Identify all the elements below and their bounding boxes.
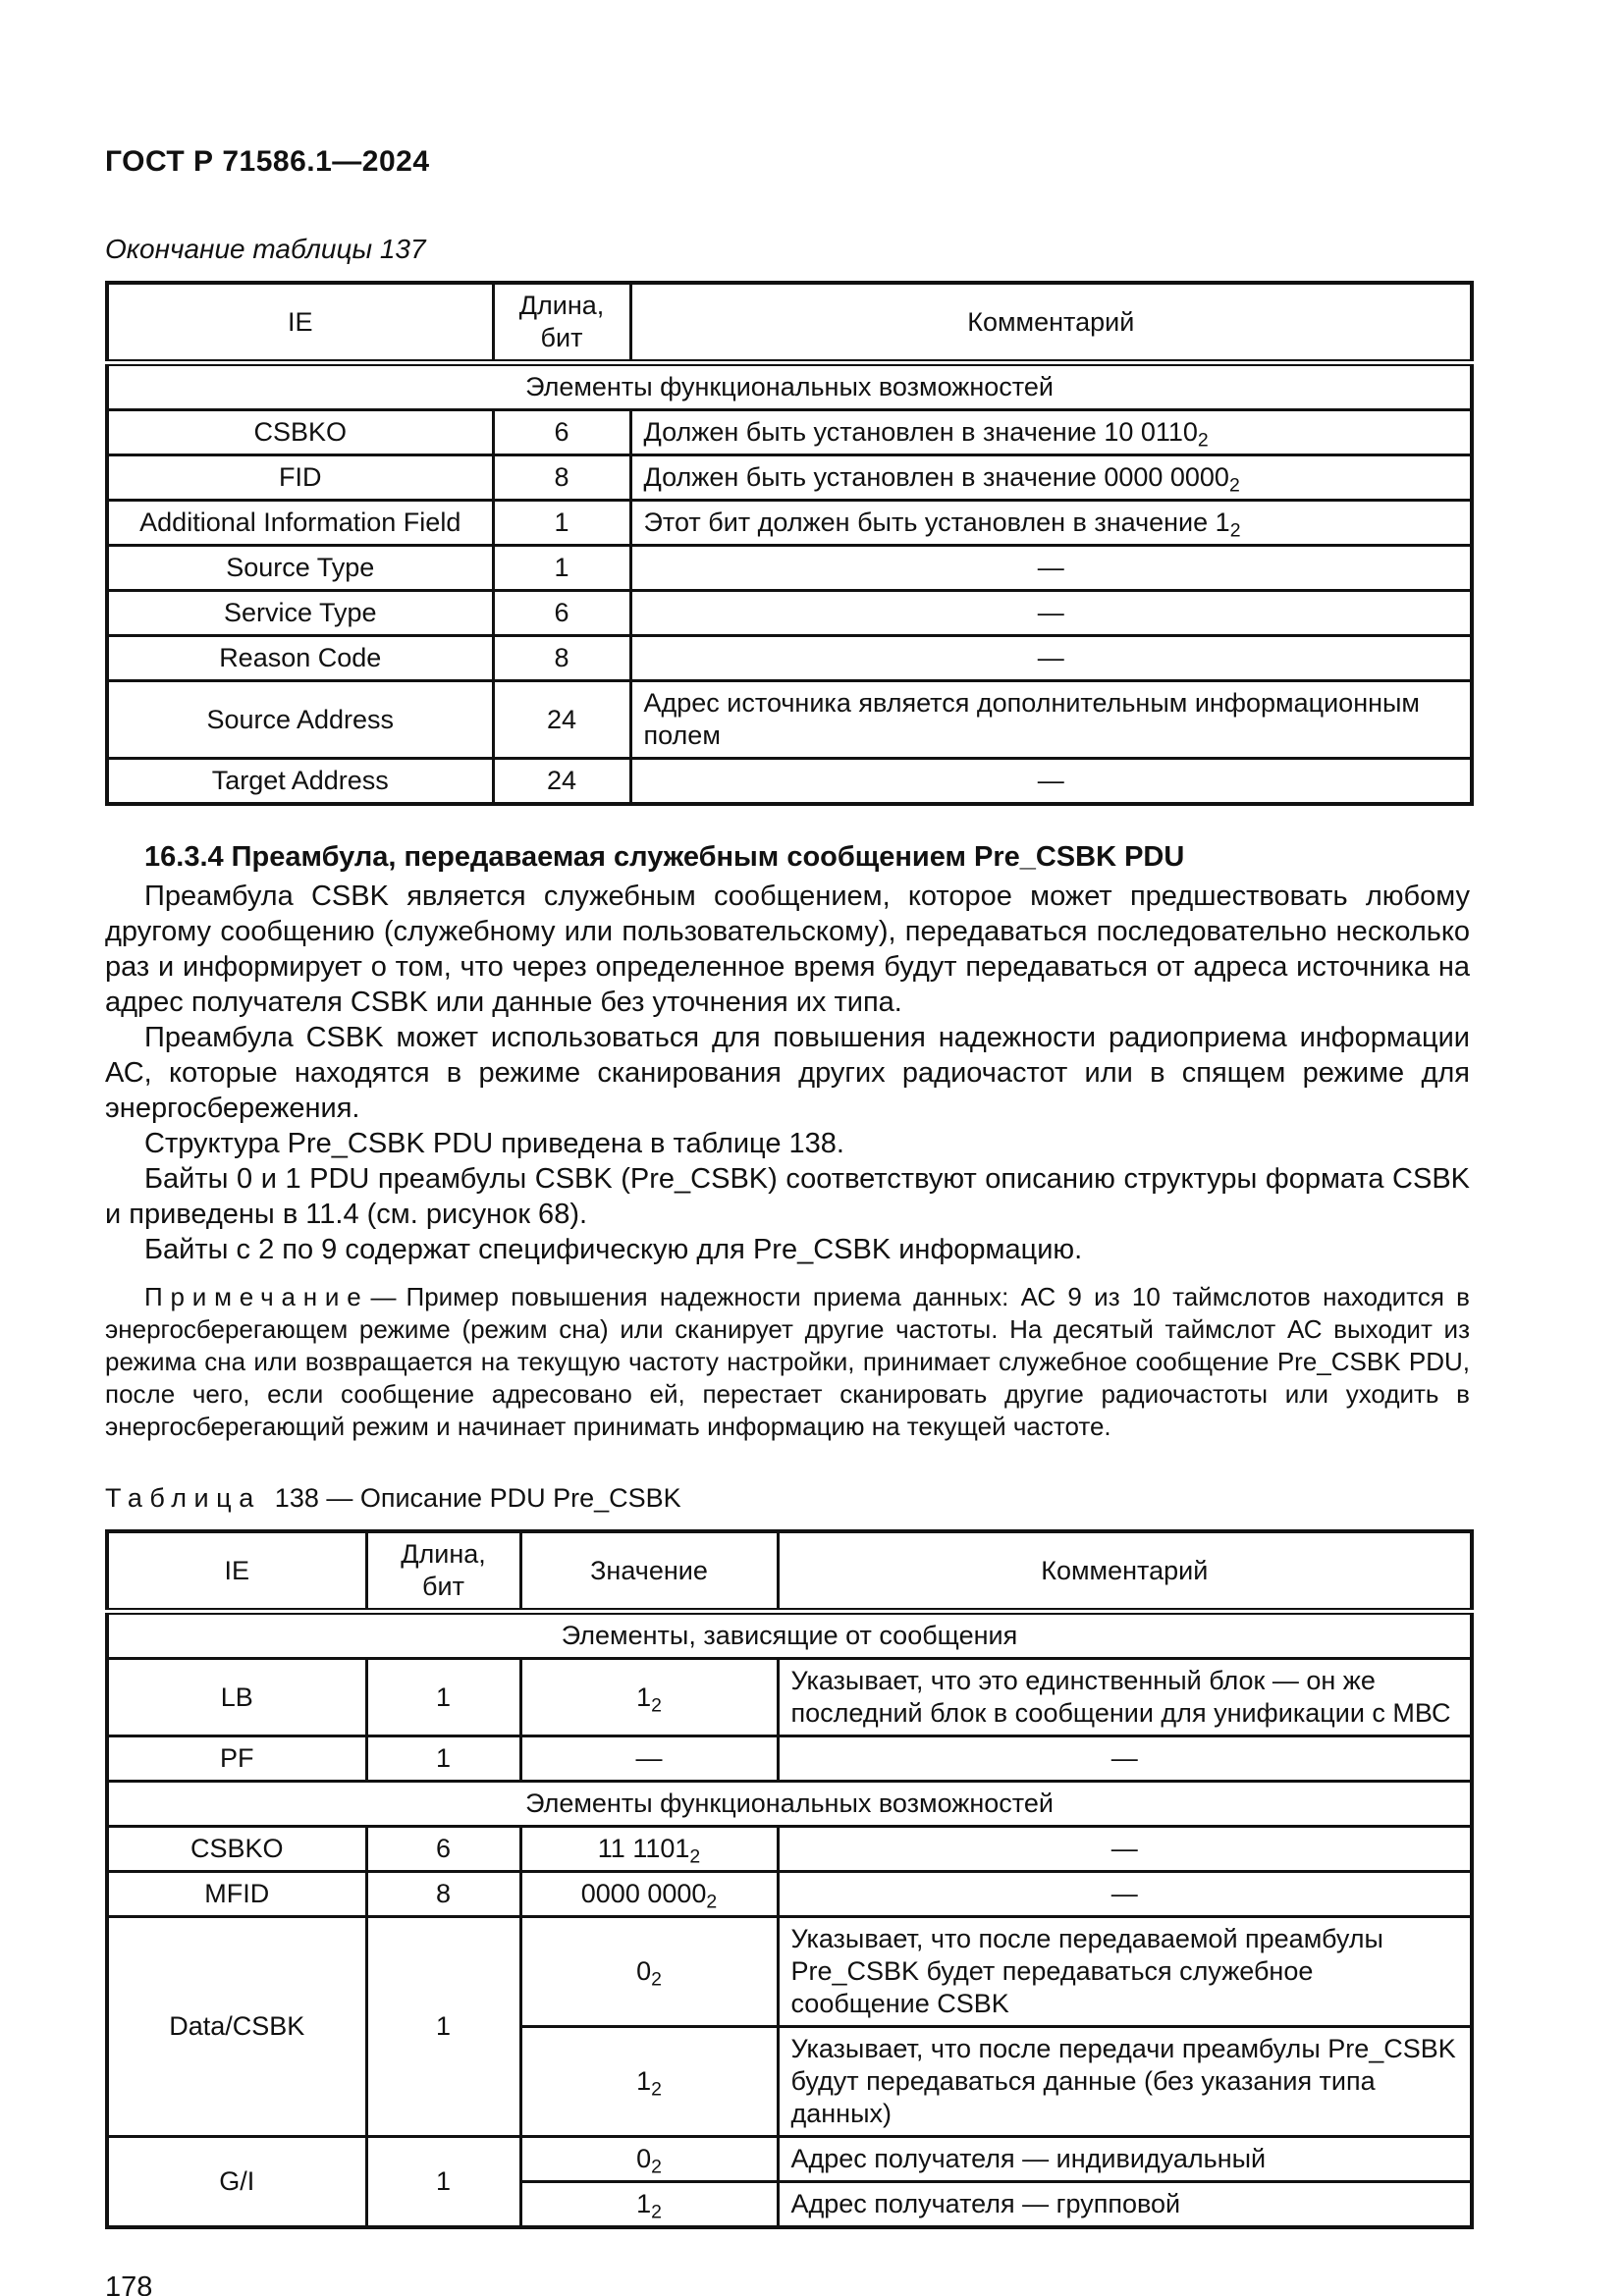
cell-value: $1_2$	[520, 1659, 778, 1736]
table-row	[107, 1736, 1472, 1782]
cell-length: 6	[493, 591, 630, 636]
cell-comment: Указывает, что это единственный блок — он же последний блок в сообщении для унификации с МВС	[778, 1659, 1472, 1736]
table-row	[107, 455, 1472, 501]
note-text: Пример повышения надежности приема данных: АС 9 из 10 таймслотов находится в энергосберегающем режиме (режим сна) или сканирует другие частоты. На десятый таймслот АС выходит из режима сна или возвращается на текущую частоту настройки, принимает служебное сообщение Pre_CSBK PDU, после чего, если сообщение адресовано ей, перестает сканировать другие радиочастоты или уходить в энергосберегающий режим и начинает принимать информацию на текущей частоте.	[105, 1282, 1470, 1441]
cell-value: —	[520, 1736, 778, 1782]
cell-value: $1_2$	[520, 2027, 778, 2137]
cell-length: 1	[366, 1659, 520, 1736]
cell-ie: MFID	[107, 1872, 366, 1917]
cell-value: $0_2$	[520, 1917, 778, 2027]
paragraph: Преамбула CSBK может использоваться для повышения надежности радиоприема информации АС, которые находятся в режиме сканирования других радиочастот или в спящем режиме для энергосбережения.	[105, 1022, 1470, 1124]
t137-header-ie: IE	[107, 283, 493, 363]
cell-ie: G/I	[107, 2137, 366, 2228]
cell-length: 8	[493, 636, 630, 681]
cell-ie: Service Type	[107, 591, 493, 636]
section-heading-16-3-4: 16.3.4 Преамбула, передаваемая служебным сообщением Pre_CSBK PDU	[144, 841, 1185, 873]
cell-comment: Адрес источника является дополнительным информационным полем	[630, 681, 1472, 759]
cell-ie: Target Address	[107, 759, 493, 805]
t138-header-length: Длина, бит	[366, 1531, 520, 1612]
note-paragraph	[105, 1281, 1470, 1443]
cell-comment: Этот бит должен быть установлен в значение $1_2$	[630, 501, 1472, 546]
cell-length: 6	[366, 1827, 520, 1872]
table-header-row	[107, 283, 1472, 363]
cell-length: 1	[366, 1917, 520, 2137]
paragraph: Структура Pre_CSBK PDU приведена в таблице 138.	[144, 1128, 844, 1159]
table-row	[107, 410, 1472, 455]
cell-comment: Указывает, что после передаваемой преамбулы Pre_CSBK будет передаваться служебное сообщение CSBK	[778, 1917, 1472, 2027]
cell-comment: —	[630, 759, 1472, 805]
note-dash: —	[370, 1282, 397, 1311]
table-row	[107, 1659, 1472, 1736]
cell-length: 1	[493, 546, 630, 591]
cell-ie: Additional Information Field	[107, 501, 493, 546]
table-138-caption-word: Таблица	[105, 1483, 261, 1513]
cell-ie: LB	[107, 1659, 366, 1736]
cell-ie: Source Type	[107, 546, 493, 591]
cell-ie: Source Address	[107, 681, 493, 759]
t137-header-comment: Комментарий	[630, 283, 1472, 363]
note-label: Примечание	[144, 1282, 369, 1311]
table-row	[107, 681, 1472, 759]
cell-comment: Должен быть установлен в значение 0000 $0000_2$	[630, 455, 1472, 501]
cell-comment: Адрес получателя — групповой	[778, 2182, 1472, 2228]
cell-ie: Reason Code	[107, 636, 493, 681]
cell-comment: —	[630, 636, 1472, 681]
table-row	[107, 546, 1472, 591]
cell-value: $1_2$	[520, 2182, 778, 2228]
paragraph: Байты 0 и 1 PDU преамбулы CSBK (Pre_CSBK) соответствуют описанию структуры формата CSBK и приведены в 11.4 (см. рисунок 68).	[105, 1163, 1470, 1230]
table-138-caption-text: 138 — Описание PDU Pre_CSBK	[274, 1483, 681, 1513]
cell-comment: Должен быть установлен в значение 10 $0110_2$	[630, 410, 1472, 455]
cell-length: 24	[493, 681, 630, 759]
table-row	[107, 1917, 1472, 2027]
table-row	[107, 636, 1472, 681]
document-title: ГОСТ Р 71586.1—2024	[105, 145, 430, 178]
t138-section-functional-elements: Элементы функциональных возможностей	[107, 1782, 1472, 1827]
cell-comment: —	[778, 1827, 1472, 1872]
t138-header-comment: Комментарий	[778, 1531, 1472, 1612]
cell-comment: —	[778, 1872, 1472, 1917]
t137-section-functional-elements: Элементы функциональных возможностей	[107, 363, 1472, 410]
cell-value: 11 $1101_2$	[520, 1827, 778, 1872]
cell-comment: —	[630, 546, 1472, 591]
cell-ie: Data/CSBK	[107, 1917, 366, 2137]
paragraph: Преамбула CSBK является служебным сообщением, которое может предшествовать любому другому сообщению (служебному или пользовательскому), передаваться последовательно несколько раз и информирует о том, что через определенное время будут передаваться от адреса источника на адрес получателя CSBK или данные без уточнения их типа.	[105, 881, 1470, 1018]
table-header-row	[107, 1531, 1472, 1612]
table-138-caption	[105, 1482, 1470, 1514]
t138-header-ie: IE	[107, 1531, 366, 1612]
cell-length: 1	[366, 1736, 520, 1782]
table-137-continuation-caption: Окончание таблицы 137	[105, 234, 426, 264]
cell-comment: —	[778, 1736, 1472, 1782]
cell-ie: FID	[107, 455, 493, 501]
page-content	[105, 145, 1470, 2296]
table-137	[105, 281, 1474, 806]
page-number: 178	[105, 2271, 153, 2296]
paragraph: Байты с 2 по 9 содержат специфическую для Pre_CSBK информацию.	[144, 1234, 1083, 1265]
table-row	[107, 759, 1472, 805]
table-row	[107, 1827, 1472, 1872]
cell-value: 0000 $0000_2$	[520, 1872, 778, 1917]
table-section-row	[107, 363, 1472, 410]
cell-comment: Адрес получателя — индивидуальный	[778, 2137, 1472, 2182]
cell-ie: CSBKO	[107, 410, 493, 455]
table-row	[107, 2137, 1472, 2182]
table-section-row	[107, 1612, 1472, 1659]
table-138	[105, 1529, 1474, 2229]
cell-ie: CSBKO	[107, 1827, 366, 1872]
cell-comment: Указывает, что после передачи преамбулы Pre_CSBK будут передаваться данные (без указания типа данных)	[778, 2027, 1472, 2137]
cell-length: 6	[493, 410, 630, 455]
t138-section-message-elements: Элементы, зависящие от сообщения	[107, 1612, 1472, 1659]
t138-header-value: Значение	[520, 1531, 778, 1612]
table-row	[107, 501, 1472, 546]
cell-comment: —	[630, 591, 1472, 636]
table-row	[107, 1872, 1472, 1917]
cell-value: $0_2$	[520, 2137, 778, 2182]
t137-header-length: Длина, бит	[493, 283, 630, 363]
cell-length: 8	[366, 1872, 520, 1917]
table-section-row	[107, 1782, 1472, 1827]
cell-ie: PF	[107, 1736, 366, 1782]
cell-length: 1	[366, 2137, 520, 2228]
cell-length: 24	[493, 759, 630, 805]
cell-length: 8	[493, 455, 630, 501]
table-row	[107, 591, 1472, 636]
cell-length: 1	[493, 501, 630, 546]
